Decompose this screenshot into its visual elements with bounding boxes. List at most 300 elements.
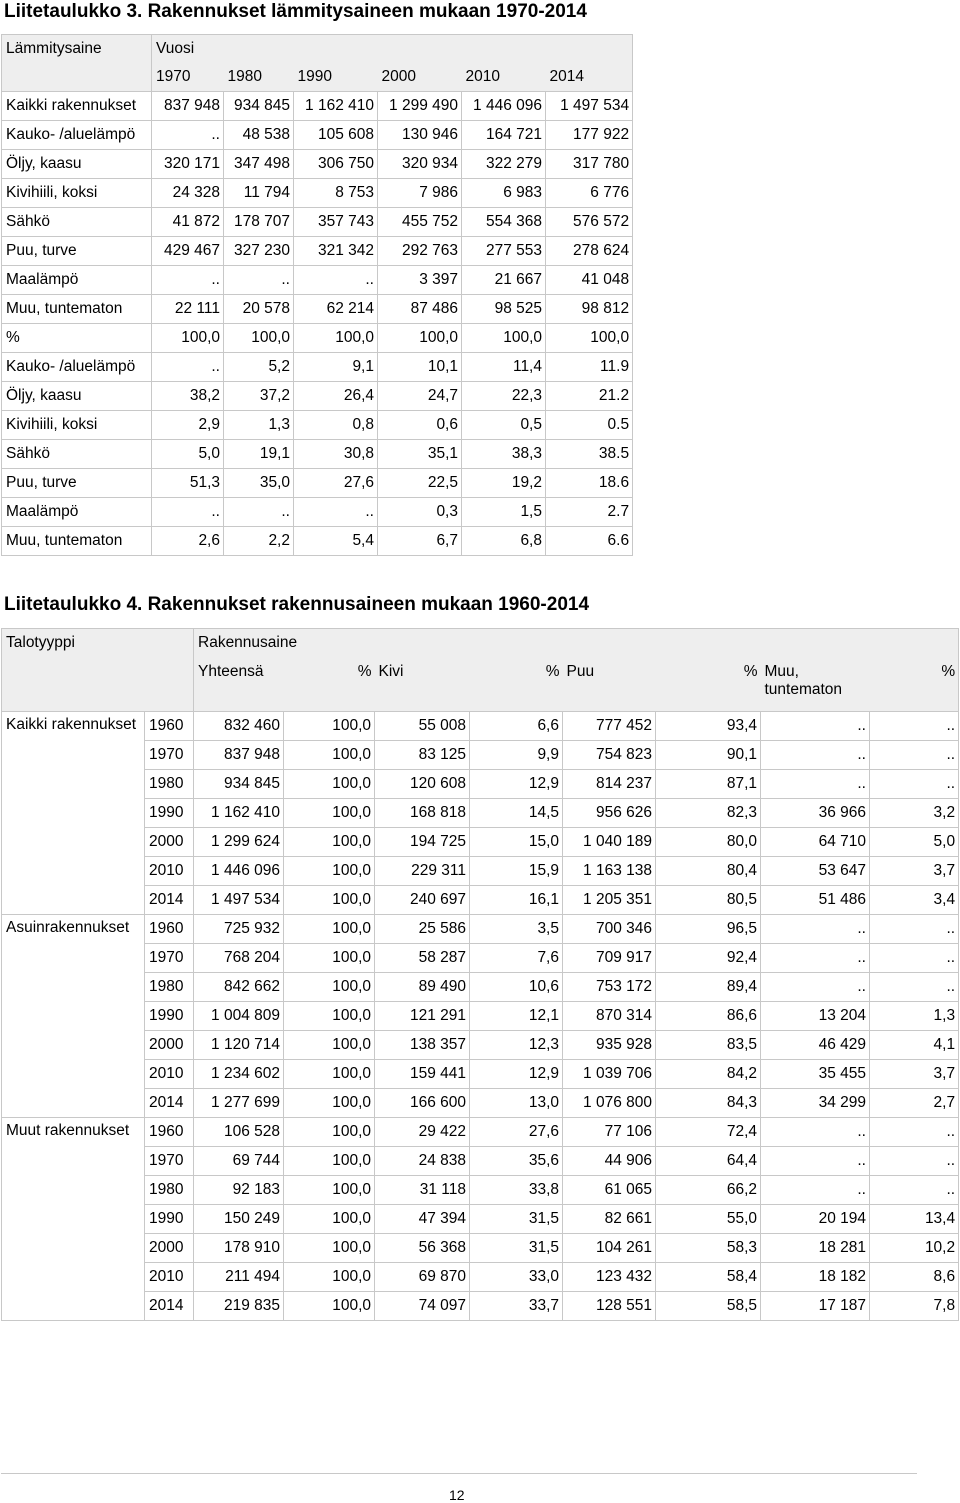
table4-cell: 3,2 — [870, 799, 959, 828]
table4-cell: 33,0 — [470, 1263, 563, 1292]
table3-cell: 22 111 — [152, 295, 224, 324]
table3-row — [2, 324, 633, 353]
table4-column-header: Yhteensä — [194, 657, 284, 712]
table4-cell: 1 446 096 — [194, 857, 284, 886]
table4-cell: 1 497 534 — [194, 886, 284, 915]
table4-cell: 138 357 — [375, 1031, 470, 1060]
table3-cell: 21 667 — [462, 266, 546, 295]
table4-cell: 709 917 — [563, 944, 656, 973]
table3-cell: 100,0 — [294, 324, 378, 353]
table4-cell: 100,0 — [284, 1089, 375, 1118]
table4-row — [2, 1089, 959, 1118]
table4-cell: 725 932 — [194, 915, 284, 944]
table4-cell: 100,0 — [284, 799, 375, 828]
table3-cell: 1 446 096 — [462, 92, 546, 121]
table4-cell: .. — [761, 1147, 870, 1176]
table3-cell: 41 048 — [546, 266, 633, 295]
table3-cell: 22,3 — [462, 382, 546, 411]
table3-cell: 41 872 — [152, 208, 224, 237]
table4-cell: .. — [870, 1147, 959, 1176]
table3-row — [2, 208, 633, 237]
table3-cell: 11,4 — [462, 353, 546, 382]
table4-cell: 12,9 — [470, 1060, 563, 1089]
table3-row-label: Kivihiili, koksi — [2, 179, 152, 208]
table4-row — [2, 1031, 959, 1060]
table3-cell: .. — [294, 266, 378, 295]
table4-cell: 1 205 351 — [563, 886, 656, 915]
table4-cell: 5,0 — [870, 828, 959, 857]
table4-cell: 10,2 — [870, 1234, 959, 1263]
table4-cell: 80,0 — [656, 828, 761, 857]
table3-cell: 51,3 — [152, 469, 224, 498]
table4-cell: .. — [870, 770, 959, 799]
table3-cell: 321 342 — [294, 237, 378, 266]
table4-cell: 700 346 — [563, 915, 656, 944]
table3-row-label: Kauko- /aluelämpö — [2, 353, 152, 382]
table3-col-group-label: Vuosi — [152, 35, 633, 64]
table4-cell: 55 008 — [375, 712, 470, 741]
table4-cell: 3,4 — [870, 886, 959, 915]
table3-cell: 6.6 — [546, 527, 633, 556]
table4-year-cell: 2000 — [145, 1234, 194, 1263]
table4-cell: 6,6 — [470, 712, 563, 741]
table4-cell: 15,0 — [470, 828, 563, 857]
table4-cell: 46 429 — [761, 1031, 870, 1060]
table4-cell: .. — [761, 1176, 870, 1205]
table4-cell: 219 835 — [194, 1292, 284, 1321]
table3-cell: 21.2 — [546, 382, 633, 411]
table3-row-label: Sähkö — [2, 208, 152, 237]
table4-cell: 18 182 — [761, 1263, 870, 1292]
table3-cell: 2,2 — [224, 527, 294, 556]
table3-cell: 24,7 — [378, 382, 462, 411]
table4-cell: 104 261 — [563, 1234, 656, 1263]
table3-cell: 320 171 — [152, 150, 224, 179]
table3-cell: 292 763 — [378, 237, 462, 266]
table4-cell: 100,0 — [284, 1002, 375, 1031]
footer-divider — [1, 1473, 917, 1474]
table4-cell: 3,7 — [870, 1060, 959, 1089]
table3-year-header: 2014 — [546, 63, 633, 92]
table3-cell: 11.9 — [546, 353, 633, 382]
table3-cell: 30,8 — [294, 440, 378, 469]
table4-column-header: Muu, tuntematon — [761, 657, 870, 712]
table3-cell: 2,6 — [152, 527, 224, 556]
table4-cell: 87,1 — [656, 770, 761, 799]
table4-row — [2, 1002, 959, 1031]
table3-row — [2, 295, 633, 324]
table4-cell: 2,7 — [870, 1089, 959, 1118]
table3-cell: 98 812 — [546, 295, 633, 324]
table3-cell: 2,9 — [152, 411, 224, 440]
table4-cell: 8,6 — [870, 1263, 959, 1292]
table3-cell: 48 538 — [224, 121, 294, 150]
table4-year-cell: 1960 — [145, 712, 194, 741]
table4-cell: 100,0 — [284, 741, 375, 770]
table4-cell: 121 291 — [375, 1002, 470, 1031]
table3-row-label: Kivihiili, koksi — [2, 411, 152, 440]
table4-cell: 935 928 — [563, 1031, 656, 1060]
table4-cell: 100,0 — [284, 1118, 375, 1147]
table3-cell: 177 922 — [546, 121, 633, 150]
table4-cell: 12,1 — [470, 1002, 563, 1031]
table4-cell: 47 394 — [375, 1205, 470, 1234]
table4-cell: 36 966 — [761, 799, 870, 828]
table3-row-label: Kauko- /aluelämpö — [2, 121, 152, 150]
table4-cell: 168 818 — [375, 799, 470, 828]
table4-cell: 1 120 714 — [194, 1031, 284, 1060]
table4-column-header: Kivi — [375, 657, 470, 712]
table4-cell: 33,7 — [470, 1292, 563, 1321]
table4-year-cell: 1980 — [145, 770, 194, 799]
table4-group-label: Asuinrakennukset — [2, 915, 145, 1118]
table4-cell: 870 314 — [563, 1002, 656, 1031]
table4-year-cell: 1990 — [145, 1002, 194, 1031]
table4-cell: 89 490 — [375, 973, 470, 1002]
table3-cell: 38.5 — [546, 440, 633, 469]
table4-cell: 13,0 — [470, 1089, 563, 1118]
table4-row — [2, 770, 959, 799]
table4-cell: .. — [870, 915, 959, 944]
table3-cell: 0,3 — [378, 498, 462, 527]
table4-year-cell: 1980 — [145, 973, 194, 1002]
table3-cell: 5,2 — [224, 353, 294, 382]
table3-row-label: Puu, turve — [2, 237, 152, 266]
table3-cell: 554 368 — [462, 208, 546, 237]
table4-cell: 106 528 — [194, 1118, 284, 1147]
table4-cell: 120 608 — [375, 770, 470, 799]
table4-row-header-label: Talotyyppi — [2, 629, 194, 712]
table4-cell: 82,3 — [656, 799, 761, 828]
table3-cell: 278 624 — [546, 237, 633, 266]
table3-cell: 27,6 — [294, 469, 378, 498]
table4-cell: 100,0 — [284, 886, 375, 915]
table4-cell: 3,5 — [470, 915, 563, 944]
table4-year-cell: 2010 — [145, 1060, 194, 1089]
table4-title: Liitetaulukko 4. Rakennukset rakennusaineen mukaan 1960-2014 — [4, 594, 590, 615]
table4-cell: 83 125 — [375, 741, 470, 770]
table4-column-header: % — [656, 657, 761, 712]
table3-cell: 2.7 — [546, 498, 633, 527]
table3-cell: 322 279 — [462, 150, 546, 179]
table4-year-cell: 1970 — [145, 741, 194, 770]
table3-cell: .. — [294, 498, 378, 527]
table3-year-header: 1970 — [152, 63, 224, 92]
table4-year-cell: 2014 — [145, 1089, 194, 1118]
table4-year-cell: 1960 — [145, 1118, 194, 1147]
table4-cell: 80,4 — [656, 857, 761, 886]
table3-cell: 5,0 — [152, 440, 224, 469]
table3-cell: 100,0 — [546, 324, 633, 353]
table4-row — [2, 973, 959, 1002]
table4-cell: 211 494 — [194, 1263, 284, 1292]
table4-cell: 3,7 — [870, 857, 959, 886]
table4-cell: 18 281 — [761, 1234, 870, 1263]
table3-cell: 11 794 — [224, 179, 294, 208]
table4-cell: 56 368 — [375, 1234, 470, 1263]
table4-cell: 58,3 — [656, 1234, 761, 1263]
table4-cell: 17 187 — [761, 1292, 870, 1321]
table3-cell: 26,4 — [294, 382, 378, 411]
table4-cell: 83,5 — [656, 1031, 761, 1060]
table3-row — [2, 121, 633, 150]
table3-cell: 100,0 — [152, 324, 224, 353]
table3-row — [2, 440, 633, 469]
table4-row — [2, 828, 959, 857]
table4-year-cell: 2010 — [145, 857, 194, 886]
table4-cell: 61 065 — [563, 1176, 656, 1205]
table4-cell: 1,3 — [870, 1002, 959, 1031]
table4-row — [2, 857, 959, 886]
table3-cell: 455 752 — [378, 208, 462, 237]
table3-cell: 429 467 — [152, 237, 224, 266]
table3-cell: .. — [224, 266, 294, 295]
table4-year-cell: 1980 — [145, 1176, 194, 1205]
table4-cell: 64,4 — [656, 1147, 761, 1176]
table4-cell: 35 455 — [761, 1060, 870, 1089]
table4-cell: 842 662 — [194, 973, 284, 1002]
table3-cell: 87 486 — [378, 295, 462, 324]
table3-row-label: Puu, turve — [2, 469, 152, 498]
table4-cell: 100,0 — [284, 1263, 375, 1292]
table4-column-header: Puu — [563, 657, 656, 712]
table4-cell: 814 237 — [563, 770, 656, 799]
table3-cell: 20 578 — [224, 295, 294, 324]
table4-cell: 82 661 — [563, 1205, 656, 1234]
table3-row — [2, 237, 633, 266]
table4-cell: 84,2 — [656, 1060, 761, 1089]
table3-cell: 1 497 534 — [546, 92, 633, 121]
table3-cell: 35,0 — [224, 469, 294, 498]
table3-cell: 19,2 — [462, 469, 546, 498]
table3-cell: 18.6 — [546, 469, 633, 498]
table3-cell: 100,0 — [462, 324, 546, 353]
table4-cell: 194 725 — [375, 828, 470, 857]
table4-column-header: % — [870, 657, 959, 712]
table3-cell: 837 948 — [152, 92, 224, 121]
table4-cell: 55,0 — [656, 1205, 761, 1234]
table3-cell: 1,5 — [462, 498, 546, 527]
table4-cell: 128 551 — [563, 1292, 656, 1321]
table4-cell: 7,6 — [470, 944, 563, 973]
table4-year-cell: 2014 — [145, 1292, 194, 1321]
table4-row — [2, 712, 959, 741]
table4-cell: 15,9 — [470, 857, 563, 886]
table4-cell: 7,8 — [870, 1292, 959, 1321]
table4-cell: 100,0 — [284, 973, 375, 1002]
table3-cell: 1,3 — [224, 411, 294, 440]
table4-cell: 100,0 — [284, 857, 375, 886]
table4-cell: 58,5 — [656, 1292, 761, 1321]
table4-year-cell: 2000 — [145, 828, 194, 857]
table4-col-group-label: Rakennusaine — [194, 629, 959, 658]
table4-year-cell: 1970 — [145, 944, 194, 973]
table3-row-label: Kaikki rakennukset — [2, 92, 152, 121]
table4-year-cell: 2000 — [145, 1031, 194, 1060]
table4-cell: 178 910 — [194, 1234, 284, 1263]
table4-cell: 100,0 — [284, 712, 375, 741]
table4-cell: .. — [761, 973, 870, 1002]
table4-year-cell: 1990 — [145, 799, 194, 828]
table4-cell: 31,5 — [470, 1234, 563, 1263]
table4-header-row — [2, 629, 959, 658]
table4-cell: 832 460 — [194, 712, 284, 741]
table4-cell: 64 710 — [761, 828, 870, 857]
table3-cell: 7 986 — [378, 179, 462, 208]
table4-cell: 166 600 — [375, 1089, 470, 1118]
table3-cell: 327 230 — [224, 237, 294, 266]
table4-row — [2, 1147, 959, 1176]
table4-row — [2, 915, 959, 944]
table4-cell: .. — [761, 770, 870, 799]
table4-cell: 58,4 — [656, 1263, 761, 1292]
table4-year-cell: 2010 — [145, 1263, 194, 1292]
table3-cell: 5,4 — [294, 527, 378, 556]
table4-cell: 86,6 — [656, 1002, 761, 1031]
table4-cell: 93,4 — [656, 712, 761, 741]
table3-cell: 38,2 — [152, 382, 224, 411]
table4-cell: 1 234 602 — [194, 1060, 284, 1089]
table4-cell: 84,3 — [656, 1089, 761, 1118]
table4-row — [2, 1118, 959, 1147]
table3-cell: 10,1 — [378, 353, 462, 382]
table4-cell: 58 287 — [375, 944, 470, 973]
table4-cell: 229 311 — [375, 857, 470, 886]
table3-cell: .. — [152, 121, 224, 150]
table4-cell: .. — [761, 712, 870, 741]
table4-cell: 240 697 — [375, 886, 470, 915]
table4-cell: 96,5 — [656, 915, 761, 944]
table3-row-label: Maalämpö — [2, 498, 152, 527]
table4 — [1, 628, 959, 1321]
table3-cell: 19,1 — [224, 440, 294, 469]
table3-cell: .. — [152, 353, 224, 382]
table4-cell: 100,0 — [284, 1176, 375, 1205]
table3-row — [2, 179, 633, 208]
table3-cell: 576 572 — [546, 208, 633, 237]
table3-row — [2, 411, 633, 440]
table3-row — [2, 469, 633, 498]
table3 — [1, 34, 633, 556]
table4-cell: 9,9 — [470, 741, 563, 770]
table4-cell: 1 277 699 — [194, 1089, 284, 1118]
table4-row — [2, 1263, 959, 1292]
table4-cell: 753 172 — [563, 973, 656, 1002]
table3-cell: .. — [152, 498, 224, 527]
table4-cell: 1 004 809 — [194, 1002, 284, 1031]
table4-cell: 27,6 — [470, 1118, 563, 1147]
table3-cell: 1 162 410 — [294, 92, 378, 121]
table3-cell: 178 707 — [224, 208, 294, 237]
table4-cell: 150 249 — [194, 1205, 284, 1234]
table3-cell: 130 946 — [378, 121, 462, 150]
table3-cell: 357 743 — [294, 208, 378, 237]
table4-cell: 13,4 — [870, 1205, 959, 1234]
table3-row — [2, 353, 633, 382]
table3-year-header: 1980 — [224, 63, 294, 92]
table4-row — [2, 1060, 959, 1089]
table3-cell: 35,1 — [378, 440, 462, 469]
page-number: 12 — [449, 1487, 465, 1503]
table4-cell: 24 838 — [375, 1147, 470, 1176]
table3-cell: 62 214 — [294, 295, 378, 324]
table3-row — [2, 382, 633, 411]
table4-year-cell: 2014 — [145, 886, 194, 915]
table4-cell: 69 744 — [194, 1147, 284, 1176]
table4-cell: 74 097 — [375, 1292, 470, 1321]
table4-group-label: Muut rakennukset — [2, 1118, 145, 1321]
table3-row-label: Muu, tuntematon — [2, 295, 152, 324]
table3-row-label: Maalämpö — [2, 266, 152, 295]
table3-cell: .. — [152, 266, 224, 295]
table4-cell: 44 906 — [563, 1147, 656, 1176]
table4-row — [2, 1234, 959, 1263]
table3-cell: 100,0 — [224, 324, 294, 353]
table3-cell: 22,5 — [378, 469, 462, 498]
table4-cell: 69 870 — [375, 1263, 470, 1292]
table3-cell: 277 553 — [462, 237, 546, 266]
table3-cell: 3 397 — [378, 266, 462, 295]
table4-row — [2, 1205, 959, 1234]
table4-cell: 100,0 — [284, 1031, 375, 1060]
table4-cell: 100,0 — [284, 1234, 375, 1263]
table3-row — [2, 498, 633, 527]
table4-cell: 25 586 — [375, 915, 470, 944]
table3-cell: 1 299 490 — [378, 92, 462, 121]
table4-row — [2, 799, 959, 828]
table4-cell: 92,4 — [656, 944, 761, 973]
table4-cell: .. — [870, 1176, 959, 1205]
table3-cell: 0,5 — [462, 411, 546, 440]
table4-cell: 1 076 800 — [563, 1089, 656, 1118]
table4-cell: 13 204 — [761, 1002, 870, 1031]
table3-cell: 6 983 — [462, 179, 546, 208]
table4-cell: .. — [761, 1118, 870, 1147]
table3-row — [2, 266, 633, 295]
table4-cell: 159 441 — [375, 1060, 470, 1089]
table4-cell: 35,6 — [470, 1147, 563, 1176]
table3-year-header: 2000 — [378, 63, 462, 92]
table3-cell: 38,3 — [462, 440, 546, 469]
table4-cell: 956 626 — [563, 799, 656, 828]
table4-cell: 100,0 — [284, 944, 375, 973]
table4-cell: 1 163 138 — [563, 857, 656, 886]
table4-cell: 31,5 — [470, 1205, 563, 1234]
table4-cell: 53 647 — [761, 857, 870, 886]
table4-cell: 934 845 — [194, 770, 284, 799]
table4-cell: 1 039 706 — [563, 1060, 656, 1089]
table4-cell: 1 040 189 — [563, 828, 656, 857]
table4-cell: 100,0 — [284, 828, 375, 857]
table3-header-row — [2, 35, 633, 64]
table4-cell: 100,0 — [284, 1205, 375, 1234]
table4-cell: 92 183 — [194, 1176, 284, 1205]
table4-cell: 100,0 — [284, 915, 375, 944]
table3-cell: 164 721 — [462, 121, 546, 150]
table4-cell: 768 204 — [194, 944, 284, 973]
table3-row-label: Öljy, kaasu — [2, 150, 152, 179]
table3-cell: 934 845 — [224, 92, 294, 121]
table4-year-cell: 1990 — [145, 1205, 194, 1234]
table4-cell: 837 948 — [194, 741, 284, 770]
table4-cell: 51 486 — [761, 886, 870, 915]
table4-cell: .. — [870, 712, 959, 741]
table4-row — [2, 741, 959, 770]
table4-cell: 12,3 — [470, 1031, 563, 1060]
table3-row — [2, 527, 633, 556]
table3-cell: 0,6 — [378, 411, 462, 440]
table3-cell: 347 498 — [224, 150, 294, 179]
